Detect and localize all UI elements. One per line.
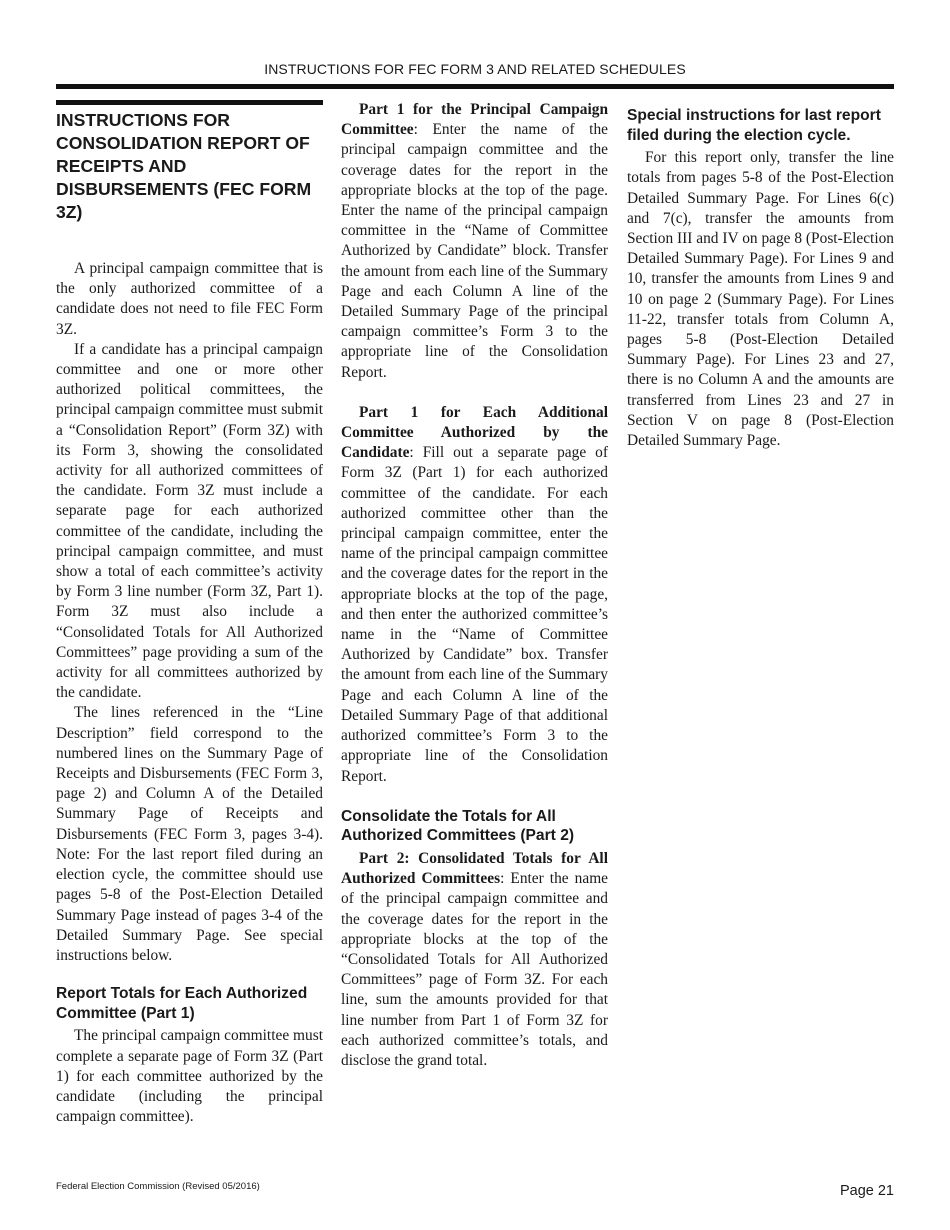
heading-report-totals: Report Totals for Each Authorized Committee (Part 1) — [56, 985, 308, 1022]
heading-consolidate-totals: Consolidate the Totals for All Authorized Committees (Part 2) — [341, 807, 575, 845]
lead-part2: Part 2: Consolidated Totals for All Authorized Committees — [341, 849, 608, 888]
paragraph-separate-page: The principal campaign committee must complete a separate page of Form 3Z (Part 1) for each committee authorized by the candidate (including the principal campaign committee). — [56, 1027, 323, 1126]
header-rule — [56, 84, 894, 89]
running-header: INSTRUCTIONS FOR FEC FORM 3 AND RELATED SCHEDULES — [264, 61, 686, 77]
column-3 — [627, 106, 894, 451]
paragraph-part2 — [341, 849, 608, 1071]
page-number: Page 21 — [839, 1183, 894, 1199]
body-part1-principal: : Enter the name of the principal campaign committee and the coverage dates for the report in the appropriate blocks at the top of the page. Enter the name of the principal campaign committee in the “Name of Committee Authorized by Candidate” block. Transfer the amount from each line of the Summary Page and each Column A line of the Detailed Summary Page of the principal campaign committee’s Form 3 to the appropriate line of the Consolidation Report. — [341, 121, 608, 381]
paragraph-line-description: The lines referenced in the “Line Description” field correspond to the numbered lines on the Summary Page of Receipts and Disbursements (FEC Form 3, page 2) and Column A of the Detailed Summary Page of Receipts and Disbursements (FEC Form 3, pages 3-4). Note: For the last report filed during an election cycle, the committee should use pages 5-8 of the Post-Election Detailed Summary Page instead of pages 3-4 of the Detailed Summary Page. See special instructions below. — [56, 704, 323, 964]
paragraph-sole-committee: A principal campaign committee that is the only authorized committee of a candidate does not need to file FEC Form 3Z. — [56, 260, 323, 338]
column-2 — [341, 100, 608, 1071]
body-part2: : Enter the name of the principal campaign committee and the coverage dates for the report in the appropriate blocks at the top of the “Consolidated Totals for All Authorized Committees” page of Form 3Z. For each line, sum the amounts provided for that line number from Part 1 of Form 3Z for each authorized committee’s totals, and disclose the grand total. — [341, 870, 608, 1069]
footer-publisher: Federal Election Commission (Revised 05/2016) — [56, 1181, 260, 1192]
column-1 — [56, 100, 323, 1127]
title-rule — [56, 100, 323, 105]
paragraph-part1-principal — [341, 100, 608, 383]
page-title: INSTRUCTIONS FOR CONSOLIDATION REPORT OF RECEIPTS AND DISBURSEMENTS (FEC FORM 3Z) — [56, 110, 312, 222]
paragraph-special-instructions: For this report only, transfer the line totals from pages 5-8 of the Post-Election Detailed Summary Page. For Lines 6(c) and 7(c), transfer the amounts from Section III and IV on page 8 (Post-Election Detailed Summary Page). For Lines 9 and 10, transfer the amounts from Lines 9 and 10 on page 2 (Summary Page). For Lines 11-22, transfer totals from Column A, pages 5-8 (Post-Election Detailed Summary Page). For Lines 23 and 27, there is no Column A and the amounts are transferred from Lines 23 and 27 in Section V on page 8 (Post-Election Detailed Summary Page. — [627, 149, 894, 450]
heading-special-instructions: Special instructions for last report filed during the election cycle. — [627, 107, 881, 144]
paragraph-multiple-committees: If a candidate has a principal campaign committee and one or more other authorized political committees, the principal campaign committee must submit a “Consolidation Report” (Form 3Z) with its Form 3, showing the consolidated activity for all authorized committees of the candidate. Form 3Z must include a separate page for each authorized committee of the candidate, including the principal campaign committee, and must show a total of each committee’s activity by Form 3 line number (Form 3Z, Part 1). Form 3Z must also include a “Consolidated Totals for All Authorized Committees” page providing a sum of the activity for all committees authorized by the candidate. — [56, 340, 323, 702]
body-part1-additional: : Fill out a separate page of Form 3Z (Part 1) for each authorized committee of the candidate. For each authorized committee other than the principal campaign committee, enter the name of the principal campaign committee and the coverage dates for the report in the appropriate blocks at the top of the page, and then enter the authorized committee’s name in the “Name of Committee Authorized by Candidate” box. Transfer the amount from each line of the Summary Page and each Column A line of the Detailed Summary Page of that additional authorized committee’s Form 3 to the appropriate line of the Consolidation Report. — [341, 444, 608, 785]
lead-part1-principal: Part 1 for the Principal Campaign Committee — [341, 101, 608, 139]
lead-part1-additional: Part 1 for Each Additional Committee Authorized by the Candidate — [341, 403, 608, 462]
paragraph-part1-additional — [341, 403, 608, 787]
